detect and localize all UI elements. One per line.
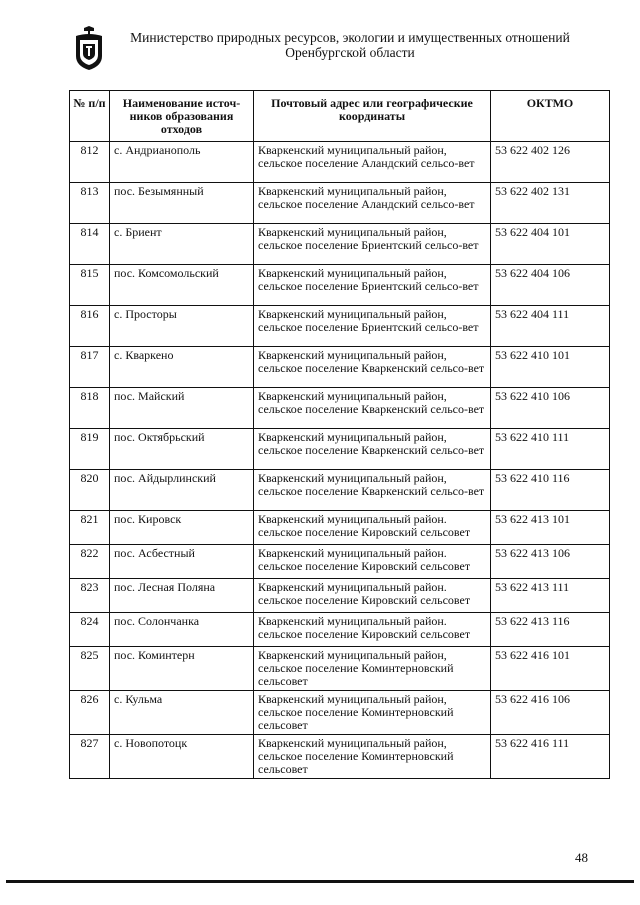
table-row bbox=[70, 579, 610, 613]
oktmo-code: 53 622 416 111 bbox=[491, 735, 610, 779]
row-number: 824 bbox=[70, 613, 110, 647]
oktmo-code: 53 622 404 101 bbox=[491, 224, 610, 265]
row-number: 826 bbox=[70, 691, 110, 735]
row-number: 818 bbox=[70, 388, 110, 429]
address: Кваркенский муниципальный район. сельское поселение Кировский сельсовет bbox=[254, 545, 491, 579]
source-name: с. Бриент bbox=[110, 224, 254, 265]
coat-of-arms-icon bbox=[74, 26, 104, 70]
footer-divider bbox=[6, 880, 634, 883]
address: Кваркенский муниципальный район, сельское поселение Коминтерновский сельсовет bbox=[254, 691, 491, 735]
row-number: 817 bbox=[70, 347, 110, 388]
table-row bbox=[70, 470, 610, 511]
column-header-name: Наименование источ-ников образования отходов bbox=[110, 91, 254, 142]
document-header bbox=[120, 30, 580, 60]
row-number: 827 bbox=[70, 735, 110, 779]
oktmo-code: 53 622 402 131 bbox=[491, 183, 610, 224]
table-row bbox=[70, 545, 610, 579]
source-name: с. Новопотоцк bbox=[110, 735, 254, 779]
oktmo-code: 53 622 416 106 bbox=[491, 691, 610, 735]
address: Кваркенский муниципальный район. сельское поселение Кировский сельсовет bbox=[254, 511, 491, 545]
page-number: 48 bbox=[575, 850, 588, 865]
row-number: 813 bbox=[70, 183, 110, 224]
oktmo-code: 53 622 413 111 bbox=[491, 579, 610, 613]
address: Кваркенский муниципальный район, сельское поселение Бриентский сельсо-вет bbox=[254, 224, 491, 265]
source-name: пос. Айдырлинский bbox=[110, 470, 254, 511]
source-name: с. Просторы bbox=[110, 306, 254, 347]
table-row bbox=[70, 511, 610, 545]
column-header-oktmo: ОКТМО bbox=[491, 91, 610, 142]
address: Кваркенский муниципальный район, сельское поселение Кваркенский сельсо-вет bbox=[254, 470, 491, 511]
oktmo-code: 53 622 410 106 bbox=[491, 388, 610, 429]
table-row bbox=[70, 347, 610, 388]
row-number: 820 bbox=[70, 470, 110, 511]
table-row bbox=[70, 691, 610, 735]
table-row bbox=[70, 142, 610, 183]
oktmo-code: 53 622 410 116 bbox=[491, 470, 610, 511]
oktmo-code: 53 622 413 116 bbox=[491, 613, 610, 647]
table-row bbox=[70, 265, 610, 306]
address: Кваркенский муниципальный район. сельское поселение Кировский сельсовет bbox=[254, 613, 491, 647]
source-name: пос. Безымянный bbox=[110, 183, 254, 224]
table-row bbox=[70, 183, 610, 224]
source-name: с. Кваркено bbox=[110, 347, 254, 388]
source-name: пос. Лесная Поляна bbox=[110, 579, 254, 613]
source-name: пос. Майский bbox=[110, 388, 254, 429]
address: Кваркенский муниципальный район, сельское поселение Кваркенский сельсо-вет bbox=[254, 347, 491, 388]
address: Кваркенский муниципальный район, сельское поселение Бриентский сельсо-вет bbox=[254, 265, 491, 306]
address: Кваркенский муниципальный район, сельское поселение Кваркенский сельсо-вет bbox=[254, 388, 491, 429]
source-name: пос. Октябрьский bbox=[110, 429, 254, 470]
table-row bbox=[70, 647, 610, 691]
address: Кваркенский муниципальный район, сельское поселение Бриентский сельсо-вет bbox=[254, 306, 491, 347]
waste-sources-table bbox=[69, 90, 610, 779]
row-number: 815 bbox=[70, 265, 110, 306]
row-number: 819 bbox=[70, 429, 110, 470]
oktmo-code: 53 622 410 111 bbox=[491, 429, 610, 470]
oktmo-code: 53 622 402 126 bbox=[491, 142, 610, 183]
oktmo-code: 53 622 416 101 bbox=[491, 647, 610, 691]
source-name: пос. Кировск bbox=[110, 511, 254, 545]
source-name: с. Кульма bbox=[110, 691, 254, 735]
row-number: 816 bbox=[70, 306, 110, 347]
row-number: 821 bbox=[70, 511, 110, 545]
address: Кваркенский муниципальный район, сельское поселение Коминтерновский сельсовет bbox=[254, 647, 491, 691]
oktmo-code: 53 622 413 101 bbox=[491, 511, 610, 545]
table-row bbox=[70, 613, 610, 647]
table-row bbox=[70, 388, 610, 429]
address: Кваркенский муниципальный район, сельское поселение Аландский сельсо-вет bbox=[254, 142, 491, 183]
oktmo-code: 53 622 410 101 bbox=[491, 347, 610, 388]
address: Кваркенский муниципальный район, сельское поселение Кваркенский сельсо-вет bbox=[254, 429, 491, 470]
table-row bbox=[70, 735, 610, 779]
table-row bbox=[70, 429, 610, 470]
column-header-address: Почтовый адрес или географические координаты bbox=[254, 91, 491, 142]
source-name: пос. Коминтерн bbox=[110, 647, 254, 691]
oktmo-code: 53 622 413 106 bbox=[491, 545, 610, 579]
row-number: 822 bbox=[70, 545, 110, 579]
table-row bbox=[70, 306, 610, 347]
column-header-number: № п/п bbox=[70, 91, 110, 142]
source-name: с. Андрианополь bbox=[110, 142, 254, 183]
row-number: 814 bbox=[70, 224, 110, 265]
oktmo-code: 53 622 404 111 bbox=[491, 306, 610, 347]
table-header-row bbox=[70, 91, 610, 142]
address: Кваркенский муниципальный район, сельское поселение Аландский сельсо-вет bbox=[254, 183, 491, 224]
row-number: 825 bbox=[70, 647, 110, 691]
row-number: 823 bbox=[70, 579, 110, 613]
table-row bbox=[70, 224, 610, 265]
row-number: 812 bbox=[70, 142, 110, 183]
ministry-name: Министерство природных ресурсов, экологии и имущественных отношений bbox=[130, 30, 570, 45]
region-name: Оренбургской области bbox=[285, 45, 415, 60]
address: Кваркенский муниципальный район, сельское поселение Коминтерновский сельсовет bbox=[254, 735, 491, 779]
source-name: пос. Комсомольский bbox=[110, 265, 254, 306]
source-name: пос. Солончанка bbox=[110, 613, 254, 647]
source-name: пос. Асбестный bbox=[110, 545, 254, 579]
oktmo-code: 53 622 404 106 bbox=[491, 265, 610, 306]
address: Кваркенский муниципальный район. сельское поселение Кировский сельсовет bbox=[254, 579, 491, 613]
